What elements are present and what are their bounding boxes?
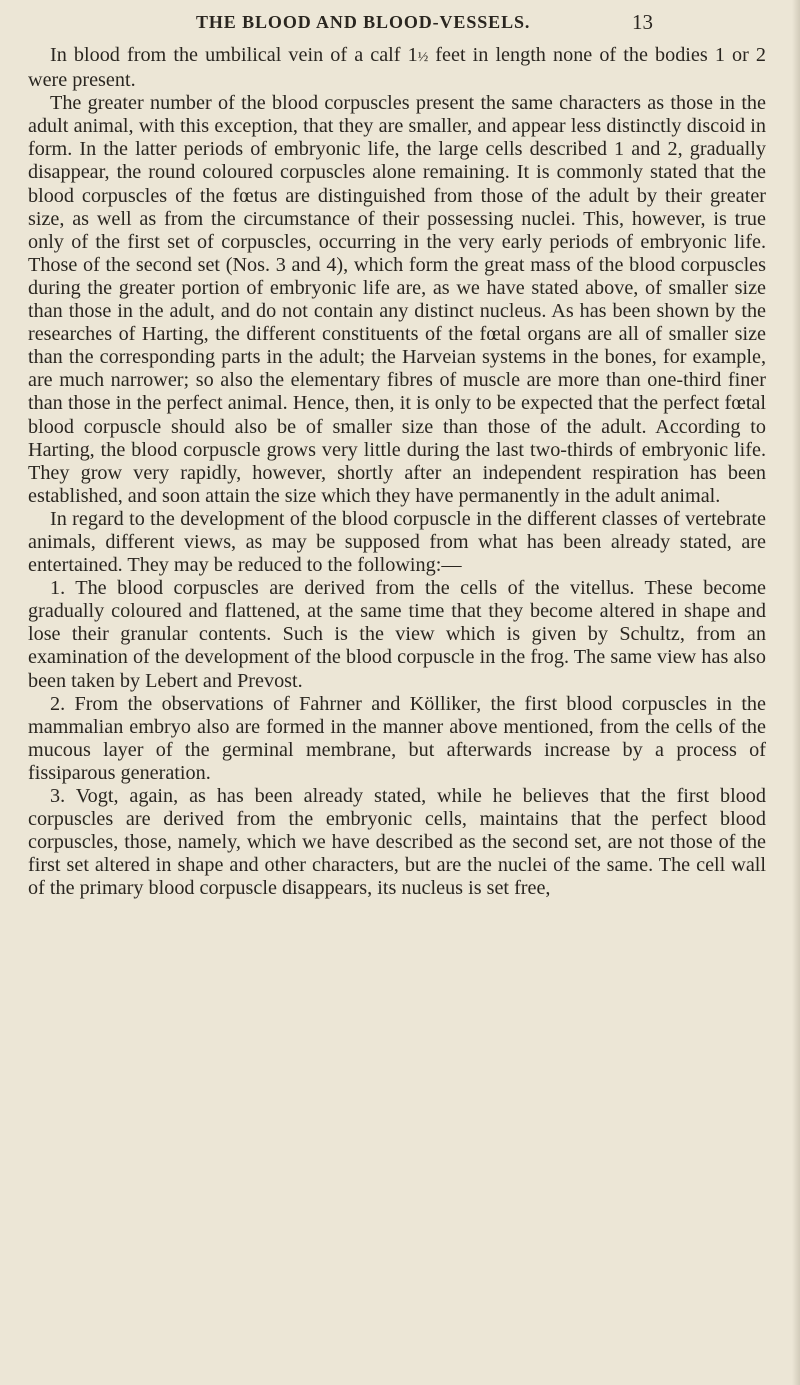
paragraph-development-views: In regard to the development of the blood corpuscle in the different classes of vertebrate animals, different views, as may be supposed from what has been already stated, are entertained. They may be reduced to the following:— [28,507,766,577]
paragraph-view-2: 2. From the observations of Fahrner and Kölliker, the first blood corpuscles in the mammalian embryo also are formed in the manner above mentioned, from the cells of the mucous layer of the germinal membrane, but afterwards increase by a process of fissiparous generation. [28,692,766,784]
paragraph-umbilical-vein [28,44,766,92]
paragraph-view-3: 3. Vogt, again, as has been already stated, while he believes that the first blood corpuscles are derived from the embryonic cells, maintains that the perfect blood corpuscles, those, namely, which we have described as the second set, are not those of the first set altered in shape and other characters, but are the nuclei of the same. The cell wall of the primary blood corpuscle disappears, its nucleus is set free, [28,785,766,900]
paragraph-view-1: 1. The blood corpuscles are derived from the cells of the vitellus. These become gradually coloured and flattened, at the same time that they become altered in shape and lose their granular contents. Such is the view which is given by Schultz, from an examination of the development of the blood corpuscle in the frog. The same view has also been taken by Lebert and Prevost. [28,577,766,692]
body-text [28,44,766,900]
page-edge-shadow [792,0,800,1385]
paragraph-text-end: feet in length none of the bodies 1 or 2 were present. [28,44,767,92]
paragraph-fetal-corpuscles: The greater number of the blood corpuscles present the same characters as those in the adult animal, with this exception, that they are smaller, and appear less distinctly discoid in form. In the latter periods of embryonic life, the large cells described 1 and 2, gradually disappear, the round coloured corpuscles alone remaining. It is commonly stated that the blood corpuscles of the fœtus are distinguished from those of the adult by their greater size, as well as from the circumstance of their possessing nuclei. This, however, is true only of the first set of corpuscles, occurring in the very early periods of embryonic life. Those of the second set (Nos. 3 and 4), which form the great mass of the blood corpuscles during the greater portion of embryonic life are, as we have stated above, of smaller size than those in the adult, and do not contain any distinct nucleus. As has been shown by the researches of Harting, the different constituents of the fœtal organs are all of smaller size than the corresponding parts in the adult; the Harveian systems in the bones, for example, are much narrower; so also the elementary fibres of muscle are more than one-third finer than those in the perfect animal. Hence, then, it is only to be expected that the perfect fœtal blood corpuscle should also be of smaller size than those of the adult. According to Harting, the blood corpuscle grows very little during the last two-thirds of embryonic life. They grow very rapidly, however, shortly after an independent respiration has been established, and soon attain the size which they have permanently in the adult animal. [28,92,766,507]
running-head [0,12,800,38]
page-number: 13 [632,10,653,34]
fraction: ½ [417,50,429,65]
paragraph-text-start: In blood from the umbilical vein of a calf 1 [50,44,418,66]
running-title: THE BLOOD AND BLOOD-VESSELS. [196,12,531,32]
